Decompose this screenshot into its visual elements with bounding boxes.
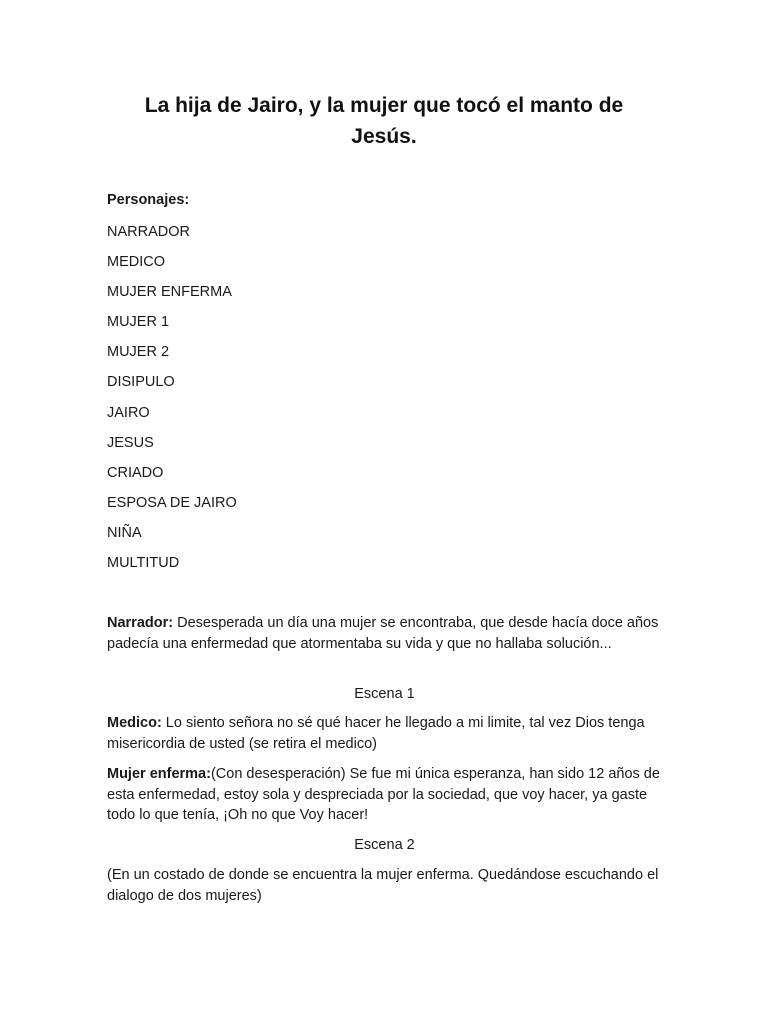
character-item: ESPOSA DE JAIRO xyxy=(107,494,237,511)
character-item: JESUS xyxy=(107,434,154,451)
characters-list xyxy=(107,222,237,583)
narrator-speaker: Narrador: xyxy=(107,615,174,631)
character-item: MEDICO xyxy=(107,254,165,271)
stage-direction: (En un costado de donde se encuentra la mujer enferma. Quedándose escuchando el dialogo de dos mujeres) xyxy=(107,867,659,904)
characters-label: Personajes: xyxy=(107,192,190,208)
character-item: MUJER ENFERMA xyxy=(107,284,232,301)
mujer-enferma-text: (Con desesperación) Se fue mi única esperanza, han sido 12 años de esta enfermedad, estoy sola y despreciada por la sociedad, que voy hacer, ya gaste todo lo que tenía, ¡Oh no que Voy hacer! xyxy=(107,766,660,823)
medico-speaker: Medico: xyxy=(107,715,162,731)
mujer-enferma-speaker: Mujer enferma: xyxy=(107,766,211,782)
scene-1-heading: Escena 1 xyxy=(354,686,415,702)
character-item: NIÑA xyxy=(107,524,142,541)
character-item: MUJER 2 xyxy=(107,344,170,361)
mujer-enferma-paragraph xyxy=(107,764,667,826)
document-title: La hija de Jairo, y la mujer que tocó el manto de Jesús. xyxy=(144,94,624,148)
character-item: MULTITUD xyxy=(107,555,180,572)
narrator-paragraph xyxy=(107,613,667,654)
narrator-text: Desesperada un día una mujer se encontraba, que desde hacía doce años padecía una enfermedad que atormentaba su vida y que no hallaba solución... xyxy=(107,615,659,652)
character-item: CRIADO xyxy=(107,464,164,481)
medico-paragraph xyxy=(107,713,667,754)
scene-2-heading: Escena 2 xyxy=(354,837,415,853)
character-item: MUJER 1 xyxy=(107,314,170,331)
character-item: NARRADOR xyxy=(107,224,190,240)
character-item: JAIRO xyxy=(107,404,150,421)
medico-text: Lo siento señora no sé qué hacer he llegado a mi limite, tal vez Dios tenga misericordia de usted (se retira el medico) xyxy=(107,715,645,752)
character-item: DISIPULO xyxy=(107,374,175,391)
